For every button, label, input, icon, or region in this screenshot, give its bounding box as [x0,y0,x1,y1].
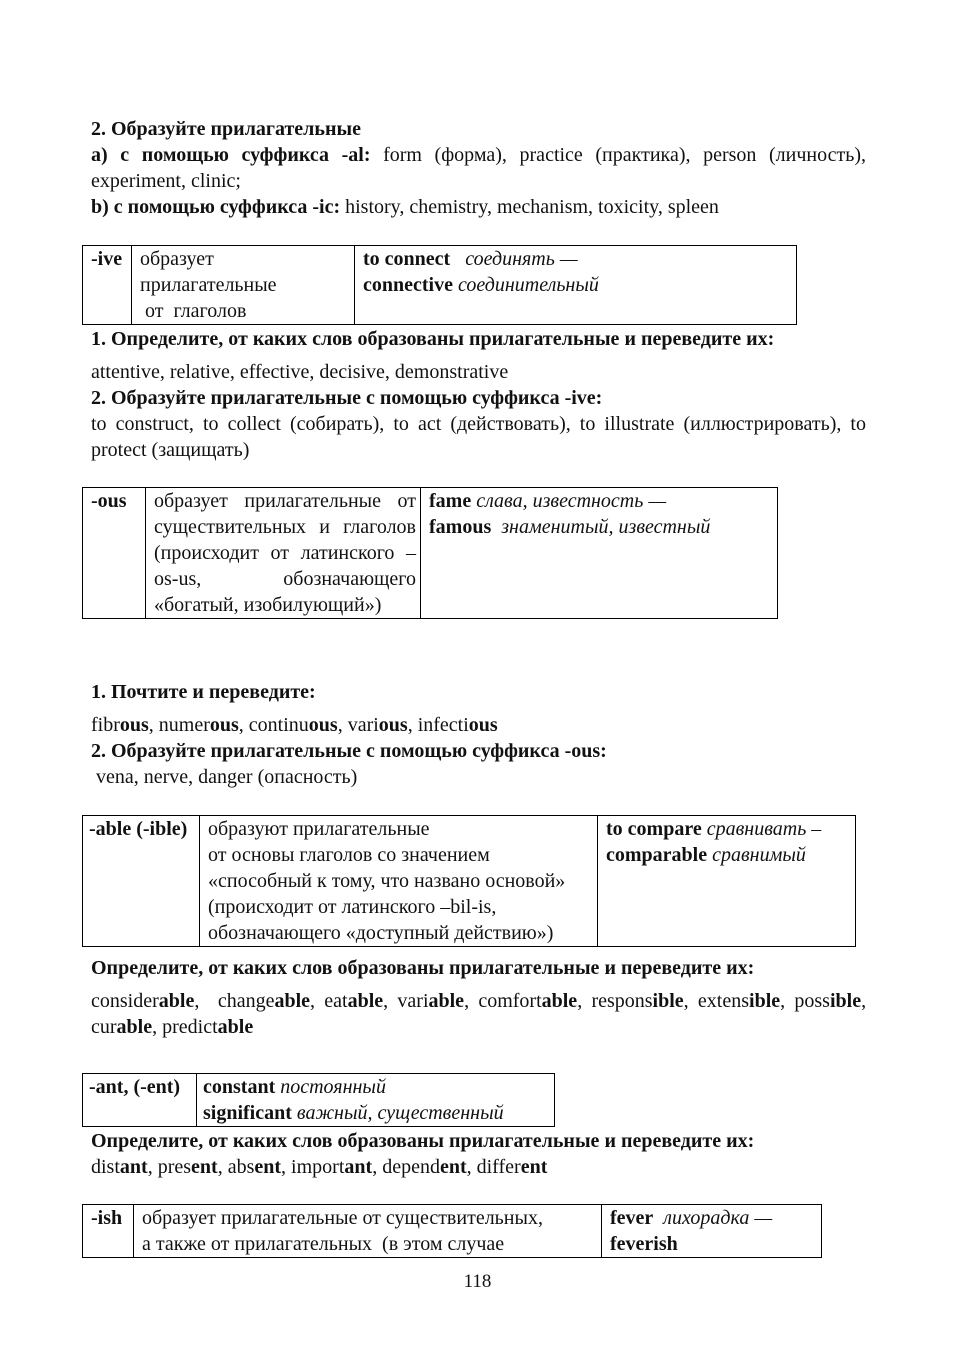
page-number: 118 [463,1271,492,1292]
example-line [363,246,792,272]
example-cell [421,488,778,619]
word-suffix: ant [119,1156,148,1178]
example-word: constant [203,1076,276,1098]
example-translation: важный, существенный [296,1102,504,1124]
exercise-ant [91,1128,866,1180]
word-suffix: able [347,990,384,1012]
example-line [606,816,851,842]
word-suffix: ous [468,714,498,736]
word-sep: , [310,990,325,1012]
word-stem: dist [91,1156,120,1178]
example-line [429,514,773,540]
exercise-question: 2. Образуйте прилагательные с помощью суффикса -ive: [91,387,603,409]
suffix-cell: -ish [83,1205,134,1258]
word-stem: vari [397,990,429,1012]
exercise-ic [91,194,866,220]
exercise-able [91,955,866,1040]
description-line: прилагательные [140,274,277,296]
word-suffix: ous [308,714,338,736]
example-translation: знаменитый, известный [501,516,711,538]
word-sep: , [407,714,418,736]
description-line: от основы глаголов со значением [208,844,490,866]
suffix-cell: -ous [83,488,146,619]
example-translation: соединять — [465,248,578,270]
word-stem: poss [794,990,830,1012]
exercise-ive [91,326,866,463]
exercise-words: attentive, relative, effective, decisive, demonstrative [91,361,509,383]
exercise-question: Определите, от каких слов образованы прилагательные и переведите их: [91,1130,755,1152]
suffix-table-able [82,815,856,947]
word-suffix: able [274,990,311,1012]
description-line: от глаголов [140,300,247,322]
exercise-question: 1. Определите, от каких слов образованы прилагательные и переведите их: [91,328,775,350]
word-suffix: able [428,990,465,1012]
word-sep: , [383,990,398,1012]
word-stem: infecti [417,714,469,736]
word-suffix: ent [254,1156,282,1178]
word-suffix: ible [829,990,862,1012]
exercise-al [91,142,866,194]
example-translation: сравнимый [712,844,806,866]
word-stem: vari [347,714,379,736]
word-sep: , [217,1156,228,1178]
description-cell [132,246,355,325]
example-line [203,1100,550,1126]
exercise-words [91,988,866,1040]
suffix-cell: -able (-ible) [83,816,200,947]
word-stem: cur [91,1016,117,1038]
word-sep: , [372,1156,383,1178]
suffix-table-ous [82,487,778,619]
word-sep: , [148,714,159,736]
word-stem: extens [697,990,750,1012]
word-stem: eat [324,990,348,1012]
suffix-table-ish [82,1204,822,1258]
word-stem: continu [248,714,309,736]
exercise-question: Определите, от каких слов образованы прилагательные и переведите их: [91,957,755,979]
description-cell [200,816,598,947]
word-sep: , [147,1156,158,1178]
word-suffix: ant [344,1156,373,1178]
exercise-words [91,1154,866,1180]
example-word: famous [429,516,492,538]
example-translation: лихорадка — [663,1207,773,1229]
suffix-table-ant [82,1073,555,1127]
example-translation: слава, известность — [476,490,667,512]
word-stem: numer [158,714,210,736]
word-suffix: ous [119,714,149,736]
example-word: to connect [363,248,451,270]
example-line [610,1231,817,1257]
example-cell [602,1205,822,1258]
word-stem: respons [591,990,653,1012]
word-sep: , [577,990,592,1012]
exercise-words: to construct, to collect (собирать), to act (действовать), to illustrate (иллюстрировать), to protect (защищать) [91,413,866,461]
description-line: «способный к тому, что названо основой» [208,870,566,892]
example-translation: постоянный [280,1076,386,1098]
word-stem: fibr [91,714,120,736]
suffix-cell: -ive [83,246,132,325]
example-cell [197,1074,555,1127]
example-line [203,1074,550,1100]
word-suffix: ous [209,714,239,736]
word-sep: , [780,990,795,1012]
example-word: to compare [606,818,702,840]
example-word: significant [203,1102,292,1124]
word-sep: , [281,1156,292,1178]
word-stem: consider [91,990,159,1012]
description-cell [134,1205,602,1258]
word-suffix: ent [191,1156,218,1178]
word-sep: , [466,1156,477,1178]
exercise-question: 1. Почтите и переведите: [91,681,316,703]
exercise-ic-words: history, chemistry, mechanism, toxicity, spleen [340,196,719,218]
word-sep: , [238,714,249,736]
word-suffix: ent [439,1156,467,1178]
exercise-words [91,712,866,738]
example-word: comparable [606,844,708,866]
word-suffix: ous [378,714,408,736]
exercise-al-words: form (форма), practice (практика), person (личность), experiment, clinic; [91,144,866,192]
word-stem: abs [227,1156,255,1178]
word-suffix: able [116,1016,153,1038]
exercise-question: 2. Образуйте прилагательные с помощью суффикса -ous: [91,740,607,762]
word-stem: depend [382,1156,440,1178]
word-stem: import [291,1156,345,1178]
example-word: fever [610,1207,654,1229]
word-sep: , [464,990,479,1012]
example-translation: соединительный [457,274,599,296]
example-translation: сравнивать – [706,818,822,840]
word-suffix: able [541,990,578,1012]
example-line [610,1205,817,1231]
example-cell [598,816,856,947]
word-stem: comfort [478,990,542,1012]
description-line: образуют прилагательные [208,818,430,840]
example-cell [355,246,797,325]
word-sep: , [152,1016,163,1038]
word-suffix: ible [652,990,684,1012]
word-suffix: able [217,1016,254,1038]
exercise-title: 2. Образуйте прилагательные [91,118,361,140]
word-sep: , [861,990,867,1012]
word-stem: differ [476,1156,521,1178]
description-cell: образует прилагательные от существительных и глаголов (происходит от латинского –os-us, обозначающего «богатый, изобилующий») [146,488,421,619]
description-line: (происходит от латинского –bil-is, [208,896,497,918]
exercise-ous [91,679,866,790]
word-suffix: ible [749,990,781,1012]
suffix-cell: -ant, (-ent) [83,1074,197,1127]
word-sep: , [683,990,698,1012]
description-line: образует [140,248,214,270]
example-line [606,842,851,868]
word-suffix: able [158,990,195,1012]
description-line: образует прилагательные от существительных, [142,1207,543,1229]
description-line: обозначающего «доступный действию») [208,922,554,944]
description-line: а также от прилагательных (в этом случае [142,1233,505,1255]
example-word: feverish [610,1233,678,1255]
word-stem: change [217,990,275,1012]
exercise-al-label: a) с помощью суффикса -al: [91,144,371,166]
word-stem: predict [162,1016,218,1038]
suffix-table-ive [82,245,797,325]
word-sep: , [337,714,348,736]
word-stem: pres [157,1156,192,1178]
word-suffix: ent [520,1156,548,1178]
word-sep: , [194,990,209,1012]
example-word: connective [363,274,453,296]
example-line [363,272,792,298]
example-line [429,488,773,514]
exercise-words: vena, nerve, danger (опасность) [96,766,358,788]
exercise-ic-label: b) с помощью суффикса -ic: [91,196,341,218]
exercise-al-ic [91,116,866,220]
example-word: fame [429,490,472,512]
